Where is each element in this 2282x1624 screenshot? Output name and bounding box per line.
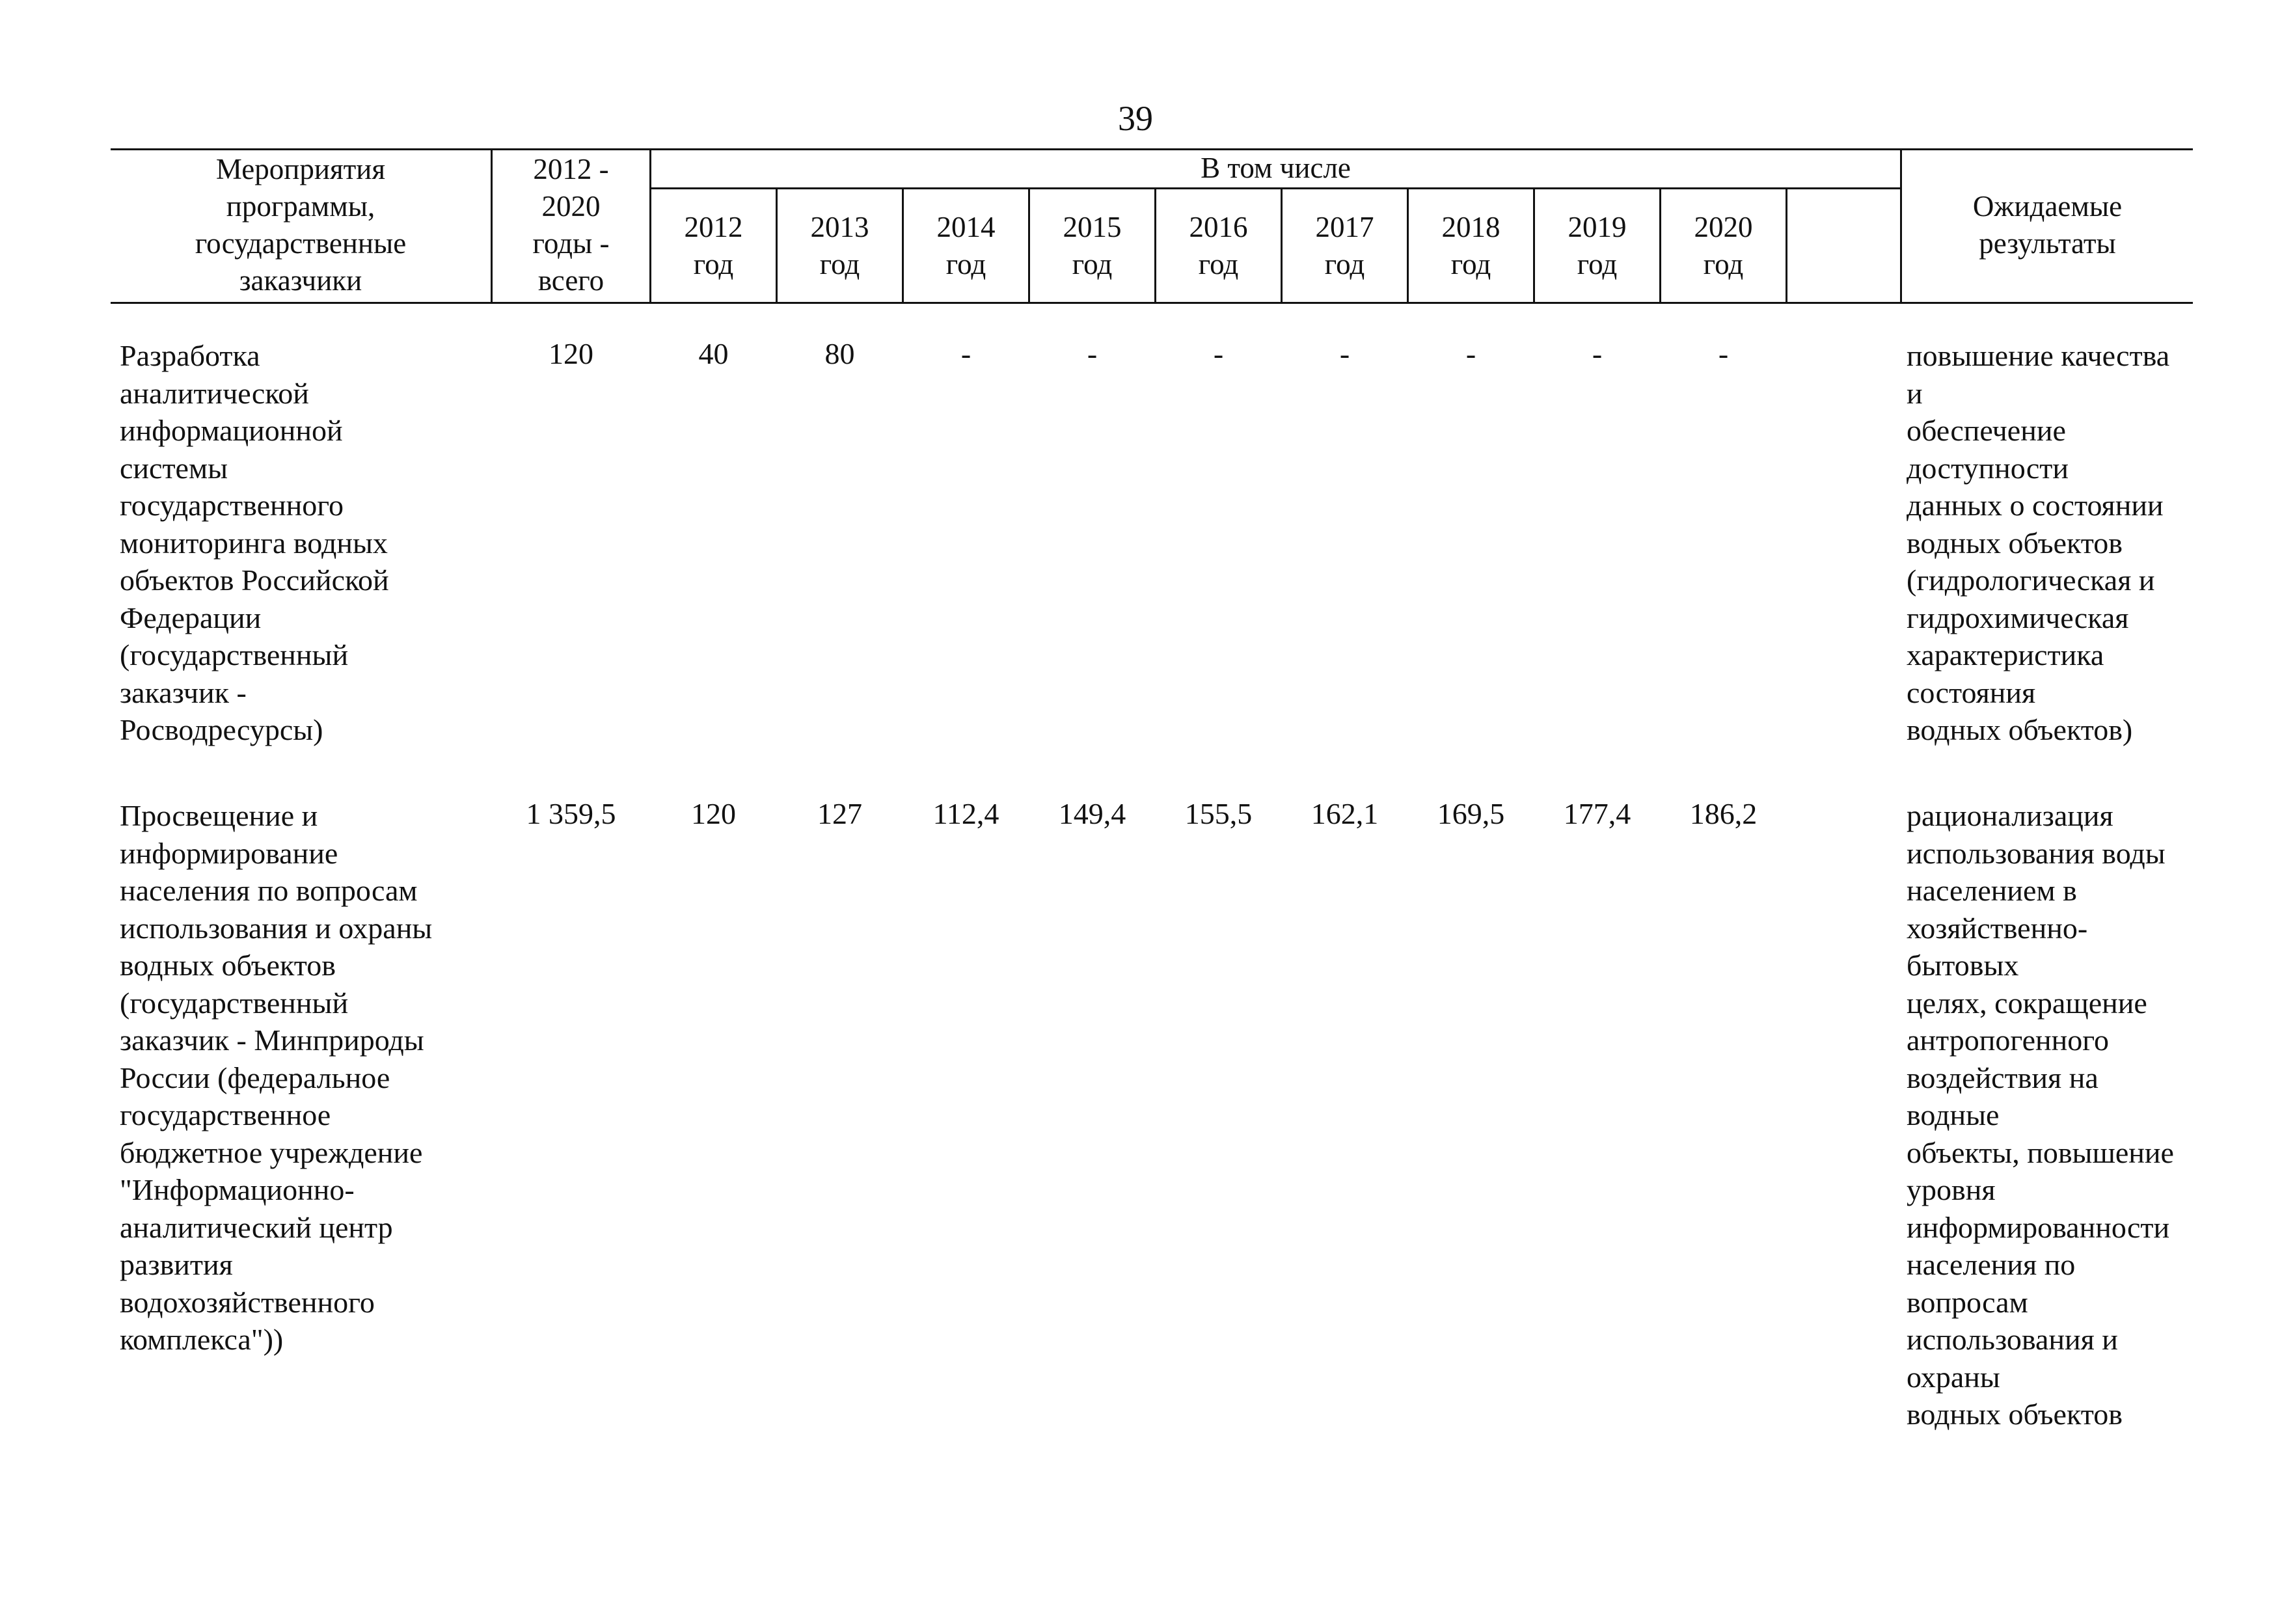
row2-results: рационализация использования воды населением в хозяйственно-бытовых целях, сокращение антропогенного воздействия на водные объекты, повышение уровня информированности населения по вопросам использования и охраны водных объектов: [1907, 799, 2174, 1431]
header-year-2019: [1535, 189, 1659, 302]
header-bottom-rule: [111, 302, 2193, 304]
header-year-2012: [651, 189, 776, 302]
row1-total: 120: [549, 337, 593, 370]
row1-value-2017: -: [1339, 337, 1350, 370]
page-number: 39: [1118, 99, 1153, 138]
row1-value-2012: 40: [698, 337, 729, 370]
year-unit: год: [1703, 247, 1744, 280]
year-label: 2018: [1441, 210, 1501, 243]
row2-value-2013: 127: [817, 797, 862, 830]
row1-value-2018: -: [1465, 337, 1476, 370]
row1-value-2015: -: [1087, 337, 1098, 370]
row2-value-2018: 169,5: [1437, 797, 1505, 830]
year-unit: год: [1324, 247, 1365, 280]
year-unit: год: [1198, 247, 1239, 280]
header-results: Ожидаемые результаты: [1972, 190, 2123, 260]
year-label: 2014: [936, 210, 996, 243]
header-group-label: В том числе: [1201, 151, 1351, 184]
header-year-2014: [904, 189, 1028, 302]
row1-activity: Разработка аналитической информационной системы государственного мониторинга водных объектов Российской Федерации (государственный заказчик - Росводресурсы): [120, 339, 389, 746]
row2-value-2016: 155,5: [1184, 797, 1253, 830]
row1-results: повышение качества и обеспечение доступности данных о состоянии водных объектов (гидрологическая и гидрохимическая характеристика состояния водных объектов): [1907, 339, 2170, 746]
header-divider: [1786, 187, 1787, 302]
year-label: 2012: [684, 210, 743, 243]
row2-value-2020: 186,2: [1689, 797, 1758, 830]
year-unit: год: [1072, 247, 1113, 280]
header-year-2013: [778, 189, 902, 302]
row2-value-2015: 149,4: [1058, 797, 1126, 830]
row2-value-2012: 120: [691, 797, 736, 830]
year-unit: год: [1577, 247, 1618, 280]
year-unit: год: [693, 247, 734, 280]
row2-value-2014: 112,4: [932, 797, 999, 830]
year-unit: год: [1450, 247, 1491, 280]
header-year-2016: [1156, 189, 1281, 302]
row2-activity: Просвещение и информирование населения по вопросам использования и охраны водных объектов (государственный заказчик - Минприроды России (федеральное государственное бюджетное учреждение "Информационно- аналитический центр развития водохозяйственного комплекса")): [120, 799, 433, 1356]
row1-value-2020: -: [1718, 337, 1729, 370]
header-year-2020: [1661, 189, 1786, 302]
year-label: 2016: [1189, 210, 1248, 243]
row1-value-2019: -: [1592, 337, 1603, 370]
row2-value-2017: 162,1: [1311, 797, 1379, 830]
year-label: 2013: [810, 210, 869, 243]
year-unit: год: [819, 247, 860, 280]
row2-total: 1 359,5: [526, 797, 616, 830]
header-year-2015: [1030, 189, 1154, 302]
row1-value-2013: 80: [824, 337, 855, 370]
header-activity: Мероприятия программы, государственные заказчики: [195, 153, 407, 297]
year-unit: год: [945, 247, 986, 280]
header-year-2018: [1409, 189, 1533, 302]
row1-value-2014: -: [960, 337, 971, 370]
header-total: 2012 - 2020 годы - всего: [532, 153, 610, 297]
year-label: 2017: [1315, 210, 1374, 243]
budget-table: [111, 148, 2193, 1431]
row2-value-2019: 177,4: [1563, 797, 1631, 830]
year-label: 2020: [1694, 210, 1753, 243]
row1-value-2016: -: [1213, 337, 1224, 370]
header-year-2017: [1283, 189, 1407, 302]
year-label: 2019: [1568, 210, 1627, 243]
year-label: 2015: [1063, 210, 1122, 243]
